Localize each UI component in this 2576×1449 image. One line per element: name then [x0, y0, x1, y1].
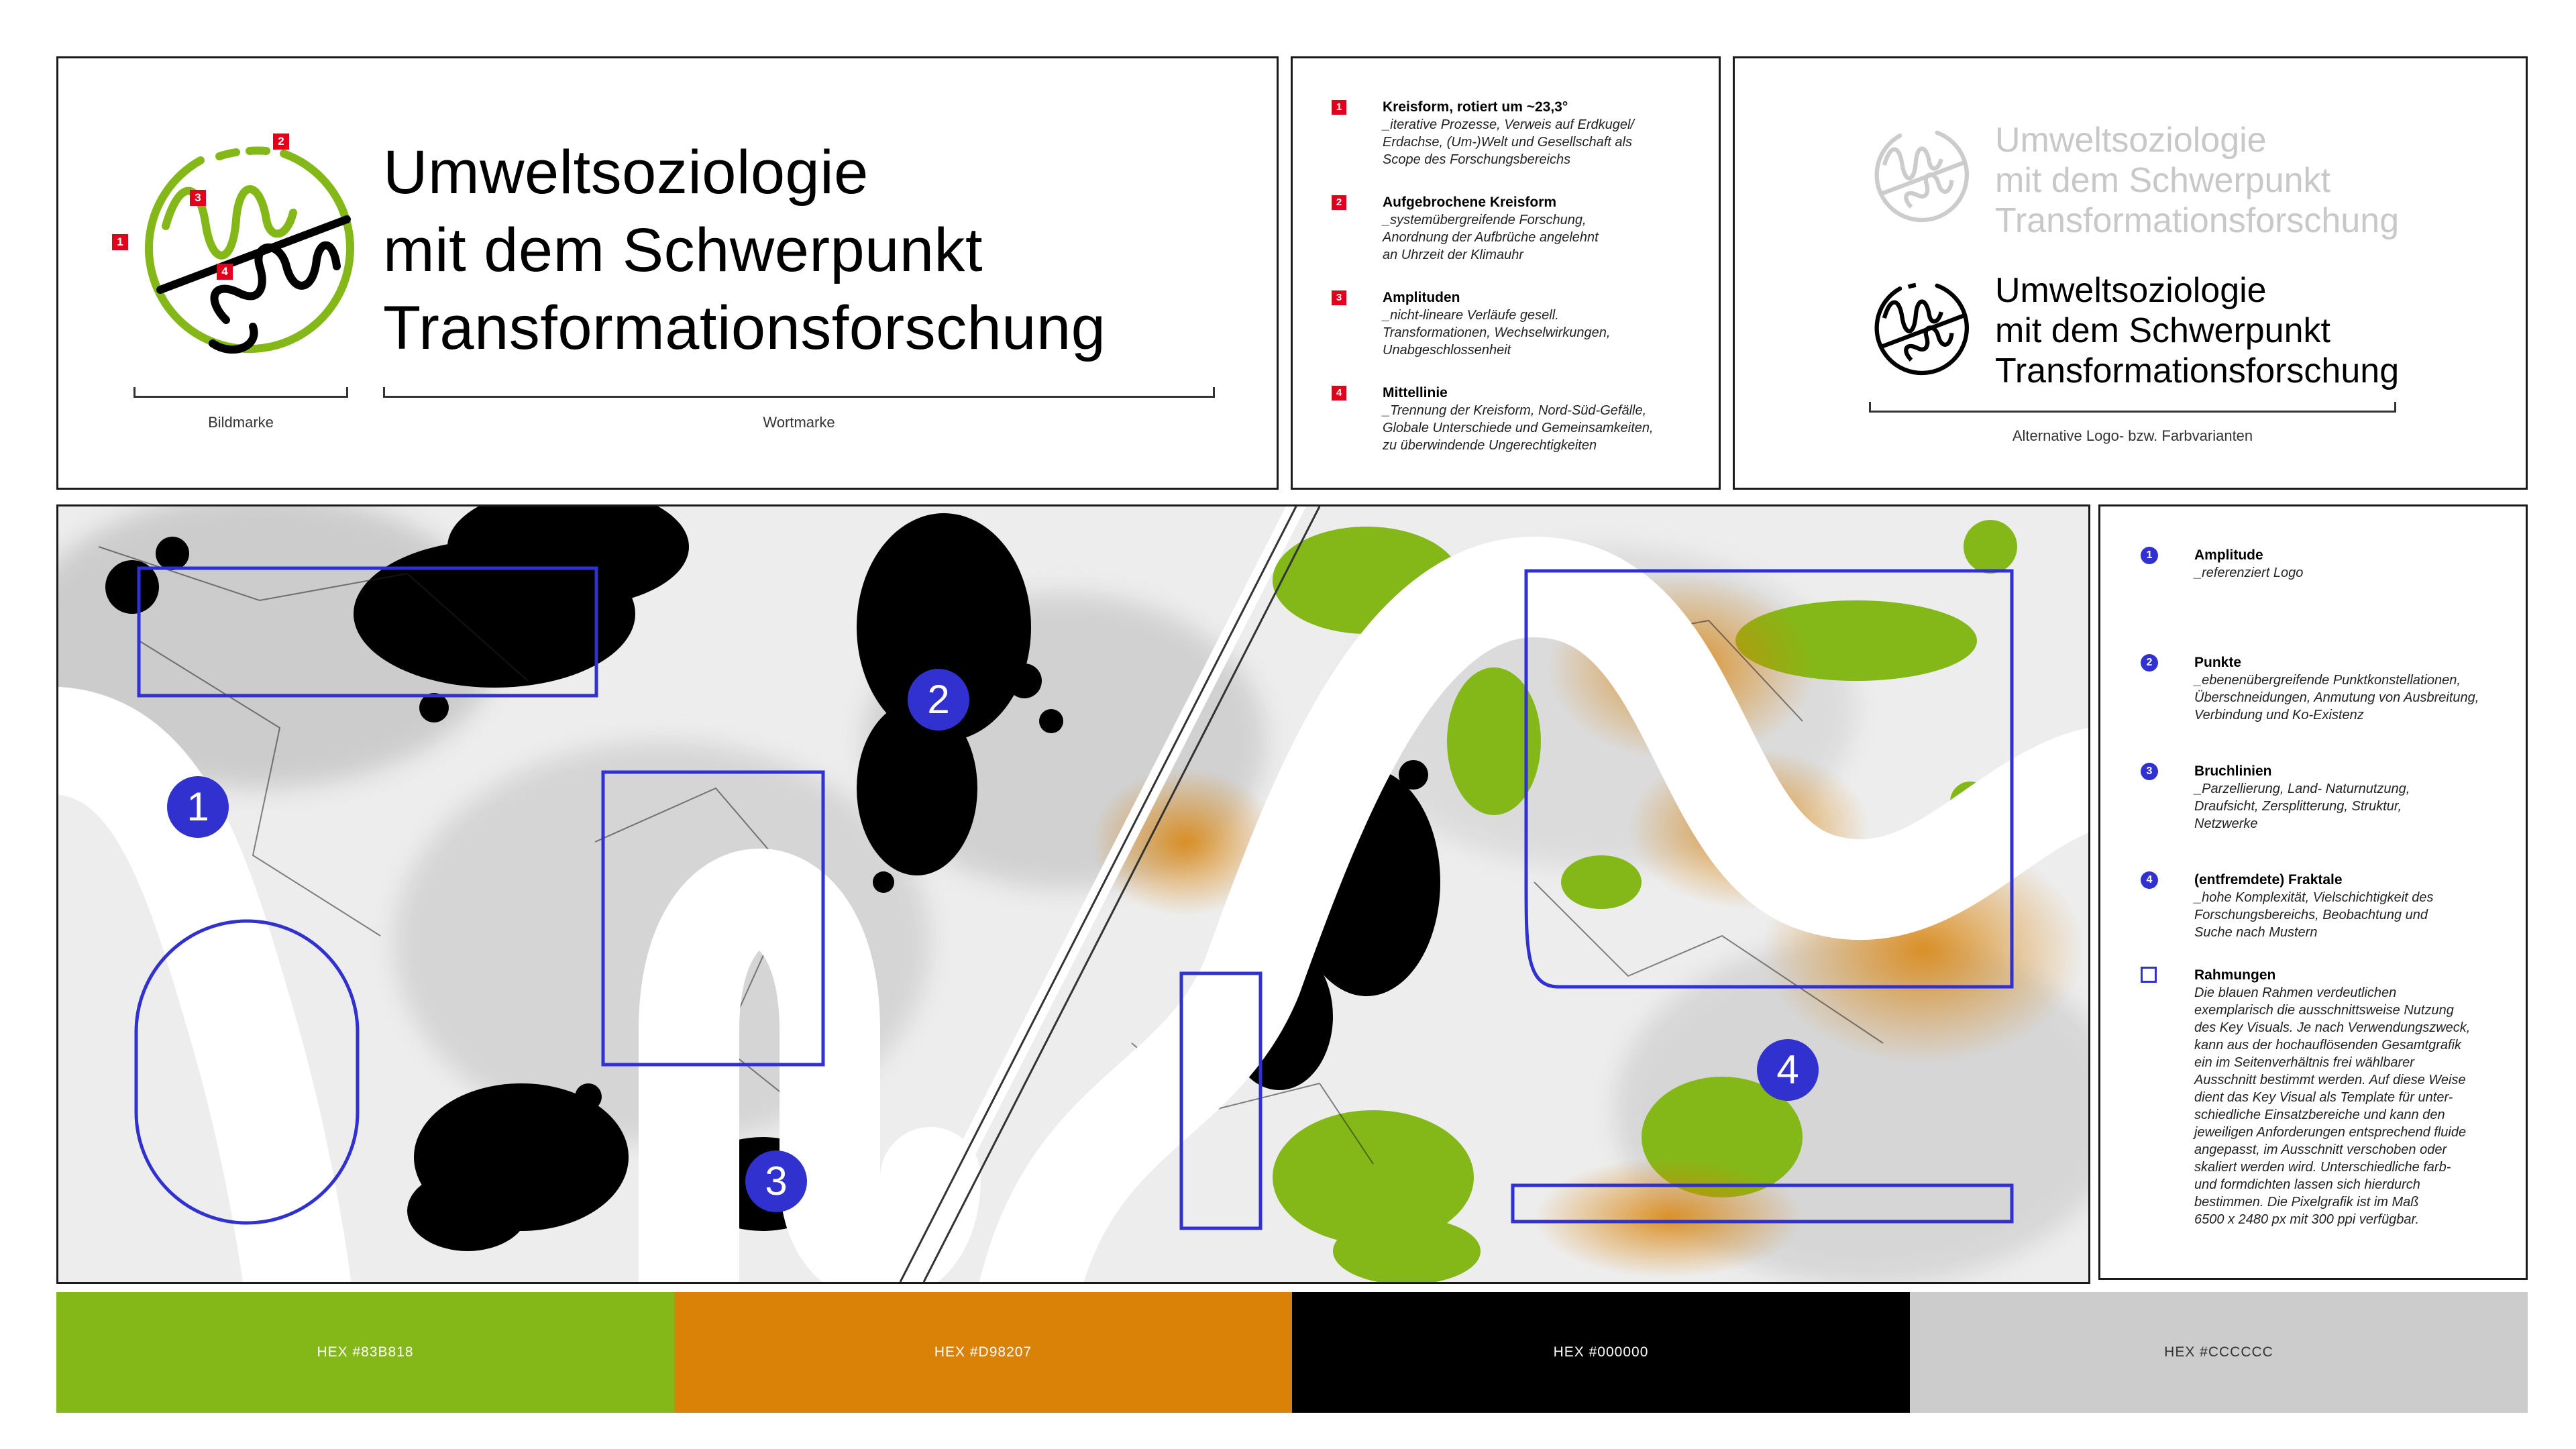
kv-badge-4: 4	[1776, 1047, 1799, 1092]
legend-num-3: 3	[1332, 290, 1346, 305]
frames-desc-line: bestimmen. Die Pixelgrafik ist im Maß	[2194, 1195, 2419, 1210]
legend-desc-3a: _nicht-lineare Verläufe gesell.	[1383, 308, 1559, 323]
kv-legend-num-3: 3	[2141, 763, 2158, 780]
wordmark	[383, 133, 1106, 367]
legend-title-4: Mittellinie	[1383, 385, 1448, 400]
wortmarke-bracket	[383, 387, 1215, 398]
wordmark-line-3: Transformationsforschung	[383, 294, 1106, 362]
alt-dark-line-1: Umweltsoziologie	[1995, 271, 2267, 310]
alt-logo-dark-mark	[1866, 273, 1980, 387]
kv-legend-item-3	[2141, 763, 2410, 833]
kv-badge-2: 2	[927, 677, 950, 722]
legend-title-1: Kreisform, rotiert um ~23,3°	[1383, 99, 1568, 115]
key-visual-panel	[56, 504, 2090, 1284]
marker-4: 4	[217, 264, 233, 280]
frames-desc-line: 6500 x 2480 px mit 300 ppi verfügbar.	[2194, 1212, 2420, 1227]
bildmarke-caption: Bildmarke	[208, 414, 274, 431]
kv-legend-num-1: 1	[2141, 547, 2158, 564]
frames-desc-line: Die blauen Rahmen verdeutlichen	[2194, 985, 2397, 1000]
bildmarke-bracket	[133, 387, 348, 398]
frames-desc-line: skaliert werden wird. Unterschiedliche farb-	[2194, 1160, 2451, 1175]
legend-desc-2c: an Uhrzeit der Klimauhr	[1383, 248, 1524, 262]
color-swatch	[56, 1292, 674, 1413]
alt-dark-line-2: mit dem Schwerpunkt	[1995, 311, 2330, 350]
kv-legend-item-1	[2141, 547, 2303, 582]
marker-3: 3	[190, 190, 206, 206]
frames-desc-line: und formdichten lassen sich hierdurch	[2194, 1177, 2420, 1192]
kv-legend-title-4: (entfremdete) Fraktale	[2194, 872, 2343, 888]
wordmark-line-2: mit dem Schwerpunkt	[383, 216, 983, 284]
swatch-label: HEX #D98207	[934, 1344, 1032, 1360]
legend-desc-4b: Globale Unterschiede und Gemeinsamkeiten,	[1383, 421, 1654, 435]
key-visual-artwork	[58, 506, 2088, 1282]
logo-panel	[56, 56, 1279, 490]
alt-wordmark-light	[1995, 120, 2399, 241]
kv-legend-num-4: 4	[2141, 871, 2158, 889]
alt-light-line-3: Transformationsforschung	[1995, 201, 2400, 240]
alt-caption: Alternative Logo- bzw. Farbvarianten	[2012, 427, 2253, 444]
legend-item-2	[1332, 194, 1599, 264]
kv-legend-desc-4b: Forschungsbereichs, Beobachtung und	[2194, 908, 2428, 922]
kv-legend-title-2: Punkte	[2194, 655, 2242, 670]
frame-square-icon	[2141, 967, 2157, 983]
color-swatch	[1292, 1292, 1910, 1413]
legend-item-3	[1332, 289, 1610, 359]
kv-badge-1: 1	[186, 784, 209, 829]
frames-desc-line: jeweiligen Anforderungen entsprechend fluide	[2194, 1125, 2467, 1140]
legend-num-2: 2	[1332, 195, 1346, 210]
kv-legend-frames-title: Rahmungen	[2194, 967, 2276, 983]
frames-desc-line: Ausschnitt bestimmt werden. Auf diese Weise	[2194, 1073, 2466, 1087]
kv-legend-desc-2c: Verbindung und Ko-Existenz	[2194, 708, 2364, 722]
kv-legend-frames-desc	[2194, 984, 2470, 1228]
legend-desc-2a: _systemübergreifende Forschung,	[1383, 213, 1587, 227]
wortmarke-caption: Wortmarke	[763, 414, 835, 431]
wordmark-line-1: Umweltsoziologie	[383, 138, 869, 207]
kv-legend-desc-3c: Netzwerke	[2194, 816, 2258, 831]
legend-desc-4c: zu überwindende Ungerechtigkeiten	[1383, 438, 1597, 453]
legend-desc-3b: Transformationen, Wechselwirkungen,	[1383, 325, 1611, 340]
alt-light-line-1: Umweltsoziologie	[1995, 121, 2267, 160]
alt-bracket	[1869, 402, 2396, 413]
marker-1: 1	[112, 234, 128, 250]
kv-legend-item-2	[2141, 654, 2479, 724]
swatch-label: HEX #000000	[1553, 1344, 1649, 1360]
bildmarke-logo	[125, 125, 380, 380]
swatch-label: HEX #83B818	[317, 1344, 414, 1360]
legend-item-1	[1332, 99, 1634, 168]
kv-legend-title-3: Bruchlinien	[2194, 763, 2272, 779]
alt-light-line-2: mit dem Schwerpunkt	[1995, 161, 2330, 200]
kv-legend-desc-3a: _Parzellierung, Land- Naturnutzung,	[2194, 782, 2410, 796]
kv-badge-3: 3	[765, 1159, 788, 1203]
kv-legend-desc-2a: _ebenenübergreifende Punktkonstellationen,	[2194, 673, 2461, 688]
kv-legend-list	[2141, 547, 2516, 1258]
key-visual-legend-panel	[2098, 504, 2528, 1280]
kv-legend-desc-4a: _hohe Komplexität, Vielschichtigkeit des	[2194, 890, 2434, 905]
legend-desc-2b: Anordnung der Aufbrüche angelehnt	[1383, 230, 1599, 245]
kv-legend-desc-4c: Suche nach Mustern	[2194, 925, 2318, 940]
color-swatch	[674, 1292, 1292, 1413]
frames-desc-line: des Key Visuals. Je nach Verwendungszweck,	[2194, 1020, 2471, 1035]
kv-legend-item-4	[2141, 871, 2434, 941]
legend-desc-4a: _Trennung der Kreisform, Nord-Süd-Gefälle,	[1383, 403, 1647, 418]
kv-legend-title-1: Amplitude	[2194, 547, 2263, 563]
kv-legend-desc-3b: Draufsicht, Zersplitterung, Struktur,	[2194, 799, 2402, 814]
frames-desc-line: angepasst, im Ausschnitt verschoben oder	[2194, 1142, 2447, 1157]
legend-desc-3c: Unabgeschlossenheit	[1383, 343, 1511, 358]
frames-desc-line: ein im Seitenverhältnis frei wählbarer	[2194, 1055, 2414, 1070]
alt-logo-light-mark	[1866, 120, 1980, 234]
kv-legend-desc-1a: _referenziert Logo	[2194, 566, 2304, 580]
logo-legend-list	[1332, 99, 1707, 474]
legend-num-4: 4	[1332, 386, 1346, 400]
legend-title-3: Amplituden	[1383, 290, 1460, 305]
kv-legend-desc-2b: Überschneidungen, Anmutung von Ausbreitung,	[2194, 690, 2479, 705]
frames-desc-line: dient das Key Visual als Template für unter-	[2194, 1090, 2453, 1105]
marker-2: 2	[273, 133, 289, 150]
color-swatch	[1910, 1292, 2528, 1413]
alt-dark-line-3: Transformationsforschung	[1995, 352, 2400, 390]
alternative-logo-panel	[1733, 56, 2528, 490]
legend-num-1: 1	[1332, 100, 1346, 115]
frames-desc-line: schiedliche Einsatzbereiche und kann den	[2194, 1108, 2445, 1122]
legend-desc-1c: Scope des Forschungsbereichs	[1383, 152, 1571, 167]
legend-title-2: Aufgebrochene Kreisform	[1383, 195, 1557, 210]
swatch-label: HEX #CCCCCC	[2164, 1344, 2273, 1360]
frames-desc-line: exemplarisch die ausschnittsweise Nutzung	[2194, 1003, 2454, 1018]
legend-desc-1a: _iterative Prozesse, Verweis auf Erdkugel/	[1383, 117, 1634, 132]
legend-desc-1b: Erdachse, (Um-)Welt und Gesellschaft als	[1383, 135, 1632, 150]
alt-wordmark-dark	[1995, 270, 2399, 391]
logo-legend-panel	[1291, 56, 1721, 490]
frames-desc-line: kann aus der hochauflösenden Gesamtgrafik	[2194, 1038, 2462, 1053]
legend-item-4	[1332, 384, 1654, 454]
kv-legend-num-2: 2	[2141, 654, 2158, 672]
kv-legend-item-frames	[2141, 967, 2470, 1228]
